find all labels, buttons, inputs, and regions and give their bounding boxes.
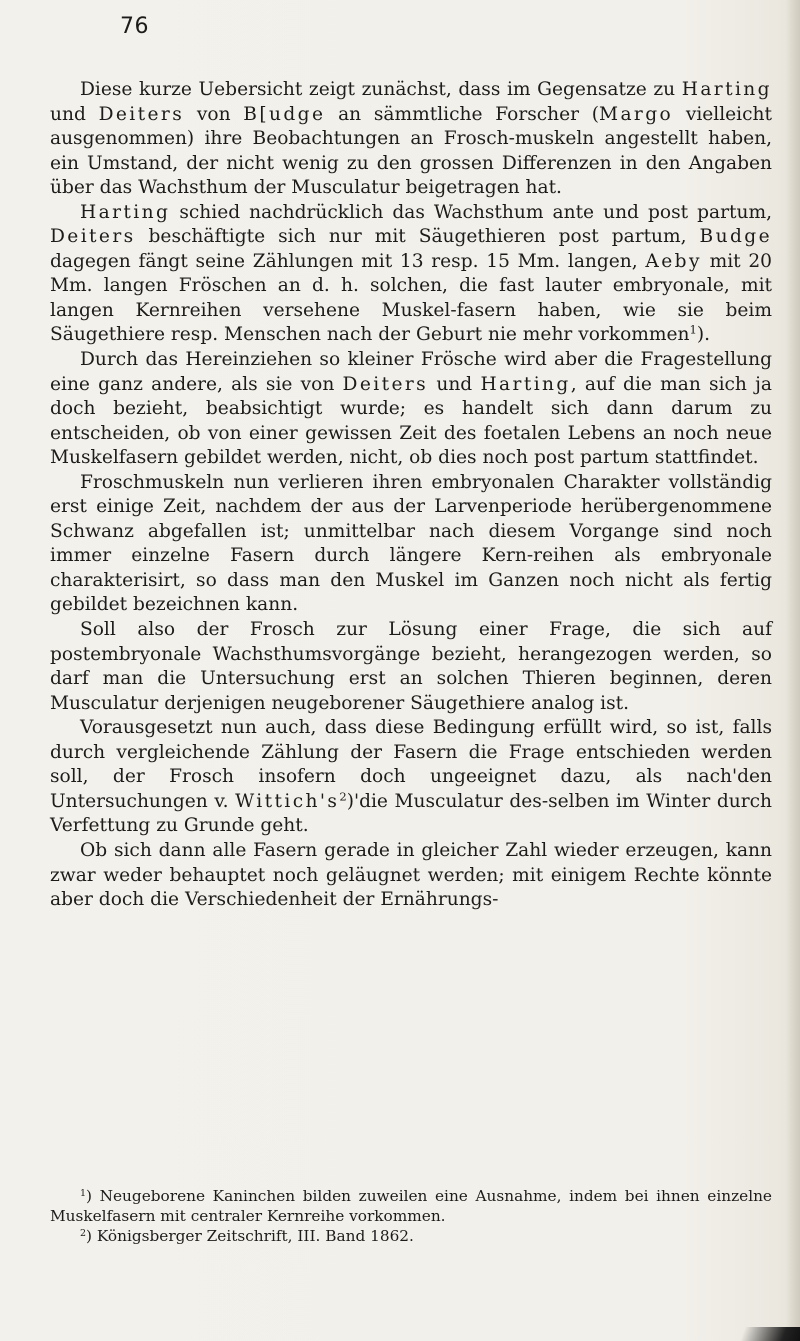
text-run: an sämmtliche Forscher (	[325, 103, 599, 125]
paragraph	[50, 348, 772, 471]
footnote	[50, 1226, 772, 1246]
text-run: Diese kurze Uebersicht zeigt zunächst, dass im Gegensatze zu	[80, 79, 682, 100]
author-name: Aeby	[645, 250, 702, 272]
text-run: Froschmuskeln nun verlieren ihren embryonalen Charakter vollständig erst einige Zeit, nachdem der aus der Larvenperiode herübergenommene Schwanz abgefallen ist; unmittelbar nach diesem Vorgange sind noch immer einzelne Fasern durch längere Kern-reihen als embryonale charakterisirt, so dass man den Muskel im Ganzen noch nicht als fertig gebildet bezeichnen kann.	[50, 471, 772, 616]
paragraph	[50, 78, 772, 201]
text-run: Ob sich dann alle Fasern gerade in gleicher Zahl wieder erzeugen, kann zwar weder behauptet noch geläugnet werden; mit einigem Rechte könnte aber doch die Verschiedenheit der Ernährungs-	[50, 839, 772, 911]
text-run: von	[184, 103, 244, 125]
author-name: Deiters	[98, 103, 185, 125]
paragraph	[50, 201, 772, 348]
text-run: mit 20 Mm. langen Fröschen an d. h. solchen, die fast lauter embryonale, mit langen Kernreihen versehene Muskel-fasern haben, wie sie beim Säugethiere resp. Menschen nach der Geburt nie mehr vorkommen	[50, 250, 772, 346]
text-run: und	[50, 103, 99, 125]
author-name: Wittich's	[235, 790, 340, 812]
footnote	[50, 1186, 772, 1226]
author-name: Harting	[681, 79, 772, 100]
text-run: )'die Musculatur des-selben im Winter durch Verfettung zu Grunde geht.	[50, 790, 772, 837]
paragraph	[50, 839, 772, 913]
page-corner-shadow	[740, 1327, 800, 1341]
text-run: beschäftigte sich nur mit Säugethieren post partum,	[135, 226, 700, 248]
paragraph	[50, 716, 772, 839]
paragraph	[50, 471, 772, 618]
author-name: Deiters	[50, 226, 136, 248]
author-name: Budge	[699, 226, 772, 248]
footnote-marker: 2	[339, 789, 347, 804]
text-run: schied nachdrücklich das Wachsthum ante und post partum,	[170, 201, 772, 223]
text-run: ).	[696, 324, 711, 346]
text-run: Vorausgesetzt nun auch, dass diese Bedingung erfüllt wird, so ist, falls durch vergleichende Zählung der Fasern die Frage entschieden werden soll, der Frosch insofern doch ungeeignet dazu, als nach'den Untersuchungen v.	[50, 717, 772, 812]
author-name: B[udge	[243, 103, 326, 125]
page-edge-shadow	[786, 0, 800, 1341]
body-text	[50, 78, 772, 913]
text-run: ) Neugeborene Kaninchen bilden zuweilen eine Ausnahme, indem bei ihnen einzelne Muskelfasern mit centraler Kernreihe vorkommen.	[50, 1187, 772, 1225]
author-name: Margo	[599, 103, 674, 125]
text-run: und	[428, 373, 481, 395]
paragraph	[50, 618, 772, 716]
footnotes	[50, 1186, 772, 1246]
page-number: 76	[120, 14, 149, 39]
text-run: dagegen fängt seine Zählungen mit 13 resp. 15 Mm. langen,	[50, 250, 646, 272]
footnote-marker: 2	[80, 1227, 87, 1239]
text-run: Soll also der Frosch zur Lösung einer Frage, die sich auf postembryonale Wachsthumsvorgänge bezieht, herangezogen werden, so darf man die Untersuchung erst an solchen Thieren beginnen, deren Musculatur derjenigen neugeborener Säugethiere analog ist.	[50, 619, 772, 714]
footnote-marker: 1	[80, 1187, 87, 1199]
text-run: ) Königsberger Zeitschrift, III. Band 1862.	[86, 1227, 414, 1245]
author-name: Harting	[80, 201, 171, 223]
author-name: Deiters	[342, 373, 429, 395]
text-run: Durch das Hereinziehen so kleiner Frösche wird aber die Fragestellung eine ganz andere, als sie von	[50, 349, 772, 395]
text-run: vielleicht ausgenommen) ihre Beobachtungen an Frosch-muskeln angestellt haben, ein Umstand, der nicht wenig zu den grossen Differenzen in den Angaben über das Wachsthum der Musculatur beigetragen hat.	[50, 103, 772, 199]
text-run: , auf die man sich ja doch bezieht, beabsichtigt wurde; es handelt sich dann darum zu entscheiden, ob von einer gewissen Zeit des foetalen Lebens an noch neue Muskelfasern gebildet werden, nicht, ob dies noch post partum stattfindet.	[50, 373, 772, 469]
author-name: Harting	[480, 373, 571, 395]
footnote-marker: 1	[689, 323, 697, 338]
